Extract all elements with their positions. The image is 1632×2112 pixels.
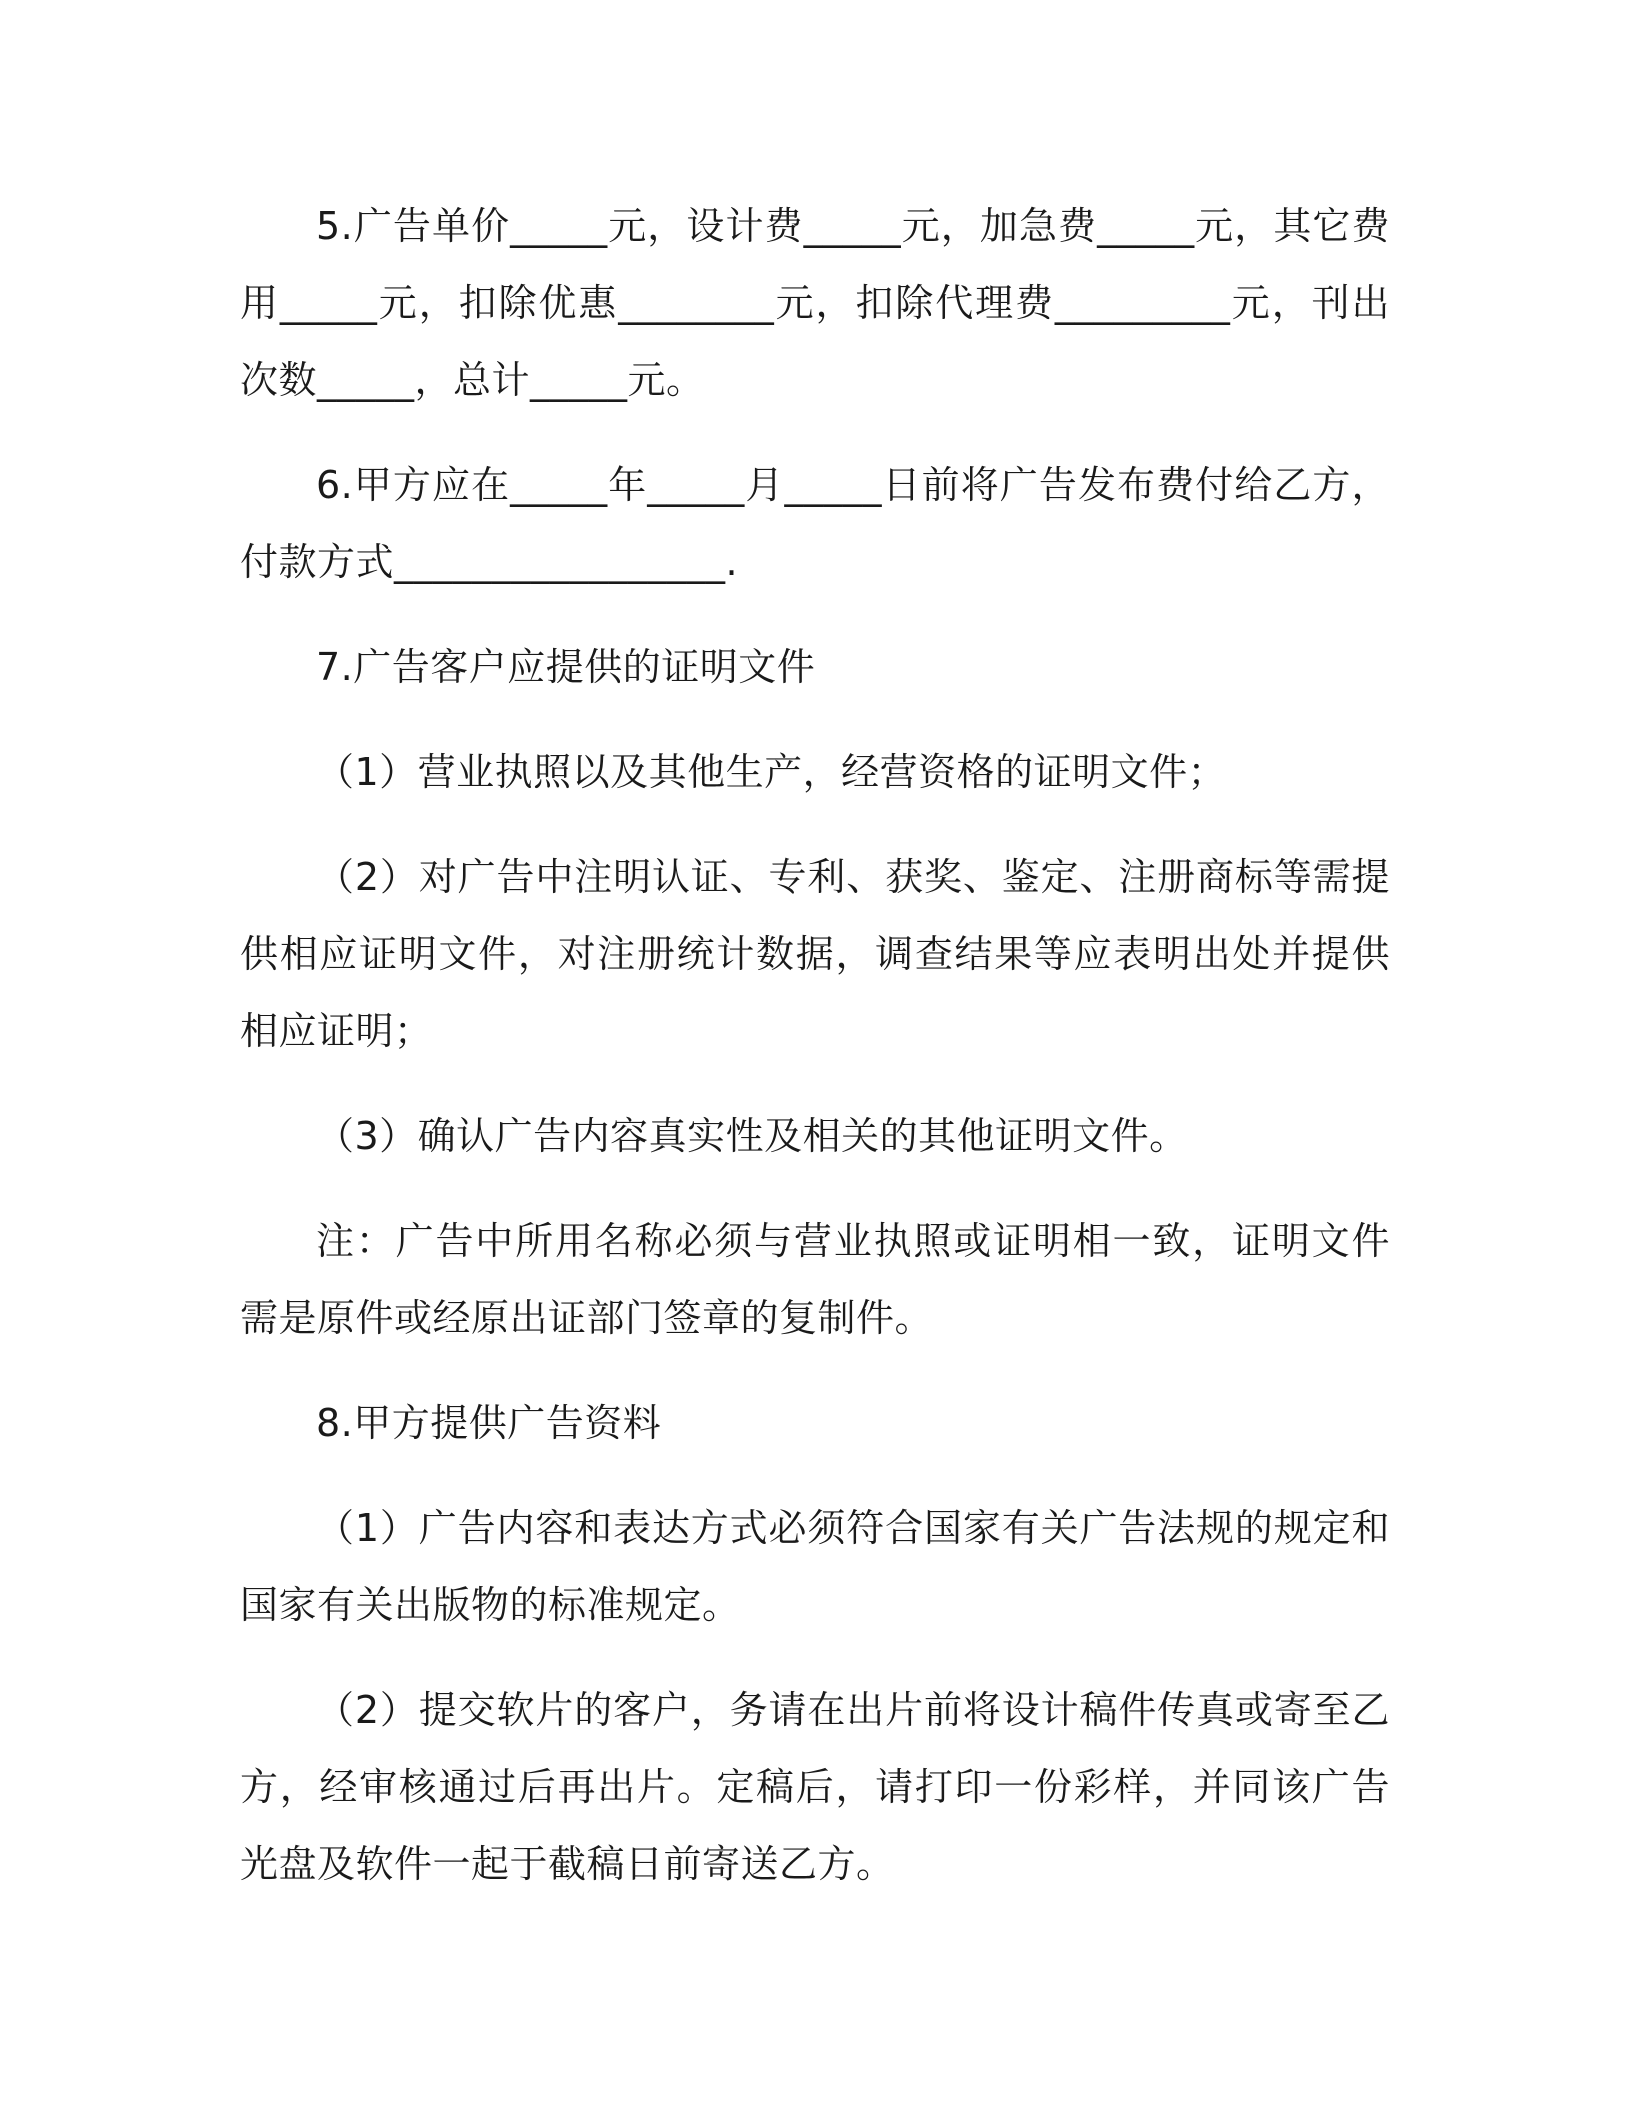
clause-7-note: 注：广告中所用名称必须与营业执照或证明相一致，证明文件需是原件或经原出证部门签章的复制件。 <box>240 1219 1390 1340</box>
document-body <box>240 188 1390 1931</box>
clause-7-item-1: （1）营业执照以及其他生产，经营资格的证明文件； <box>316 750 1227 794</box>
clause-8-item-2: （2）提交软片的客户，务请在出片前将设计稿件传真或寄至乙方，经审核通过后再出片。定稿后，请打印一份彩样，并同该广告光盘及软件一起于截稿日前寄送乙方。 <box>240 1688 1390 1886</box>
clause-7-heading: 7.广告客户应提供的证明文件 <box>316 645 816 689</box>
clause-8-item-1: （1）广告内容和表达方式必须符合国家有关广告法规的规定和国家有关出版物的标准规定。 <box>240 1506 1390 1627</box>
clause-5-fees: 5.广告单价_____元，设计费_____元，加急费_____元，其它费用_____元，扣除优惠________元，扣除代理费_________元，刊出次数_____，总计_____元。 <box>240 204 1390 402</box>
clause-7-item-3: （3）确认广告内容真实性及相关的其他证明文件。 <box>316 1114 1188 1158</box>
clause-8-heading: 8.甲方提供广告资料 <box>316 1401 662 1445</box>
clause-7-item-2: （2）对广告中注明认证、专利、获奖、鉴定、注册商标等需提供相应证明文件，对注册统计数据，调查结果等应表明出处并提供相应证明； <box>240 855 1390 1053</box>
clause-6-payment: 6.甲方应在_____年_____月_____日前将广告发布费付给乙方，付款方式_________________. <box>240 463 1390 584</box>
